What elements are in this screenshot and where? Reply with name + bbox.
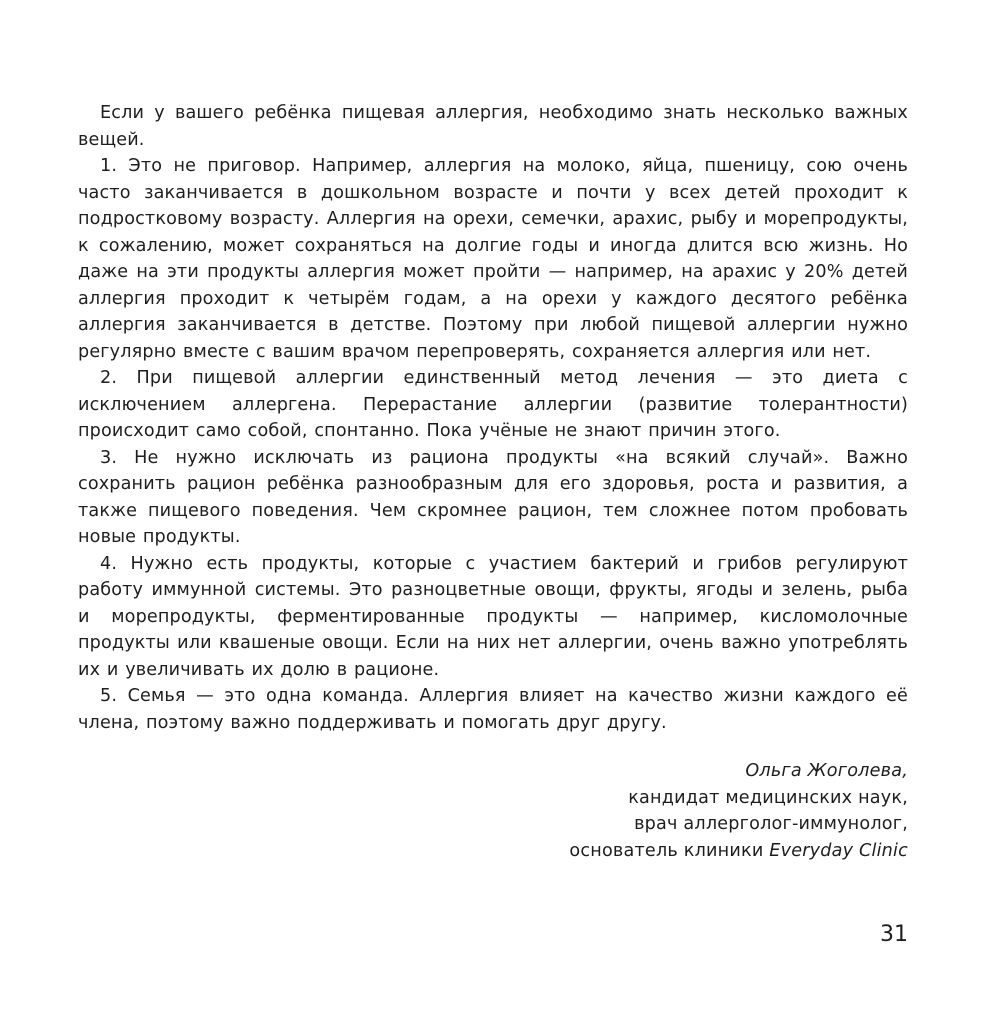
point-5-paragraph: 5. Семья — это одна команда. Аллергия влияет на качество жизни каждого её члена, поэтому важно поддерживать и помогать друг другу. (78, 686, 908, 733)
author-clinic (78, 838, 908, 865)
clinic-prefix: основатель клиники (569, 840, 770, 861)
clinic-name: Everyday Clinic (769, 840, 908, 861)
author-degree: кандидат медицинских наук, (628, 787, 908, 808)
point-3-paragraph: 3. Не нужно исключать из рациона продукты «на всякий случай». Важно сохранить рацион ребёнка разнообразным для его здоровья, роста и развития, а также пищевого поведения. Чем скромнее рацион, тем сложнее потом пробовать новые продукты. (78, 447, 908, 547)
point-1-paragraph: 1. Это не приговор. Например, аллергия на молоко, яйца, пшеницу, сою очень часто заканчивается в дошкольном возрасте и почти у всех детей проходит к подростковому возрасту. Аллергия на орехи, семечки, арахис, рыбу и морепродукты, к сожалению, может сохраняться на долгие годы и иногда длится всю жизнь. Но даже на эти продукты аллергия может пройти — например, на арахис у 20% детей аллергия проходит к четырём годам, а на орехи у каждого десятого ребёнка аллергия заканчивается в детстве. Поэтому при любой пищевой аллергии нужно регулярно вместе с вашим врачом перепроверять, сохраняется аллергия или нет. (78, 156, 908, 362)
author-name: Ольга Жоголева, (745, 761, 908, 781)
author-signature (78, 758, 908, 864)
intro-paragraph: Если у вашего ребёнка пищевая аллергия, необходимо знать несколько важных вещей. (78, 103, 908, 150)
author-role: врач аллерголог-иммунолог, (634, 814, 908, 834)
point-2-paragraph: 2. При пищевой аллергии единственный метод лечения — это диета с исключением аллергена. Перерастание аллергии (развитие толерантности) происходит само собой, спонтанно. Пока учёные не знают причин этого. (78, 368, 908, 441)
page-number: 31 (880, 922, 908, 947)
point-4-paragraph: 4. Нужно есть продукты, которые с участием бактерий и грибов регулируют работу иммунной системы. Это разноцветные овощи, фрукты, ягоды и зелень, рыба и морепродукты, ферментированные продукты — например, кисломолочные продукты или квашеные овощи. Если на них нет аллергии, очень важно употреблять их и увеличивать их долю в рационе. (78, 553, 908, 680)
page-body (78, 100, 908, 864)
